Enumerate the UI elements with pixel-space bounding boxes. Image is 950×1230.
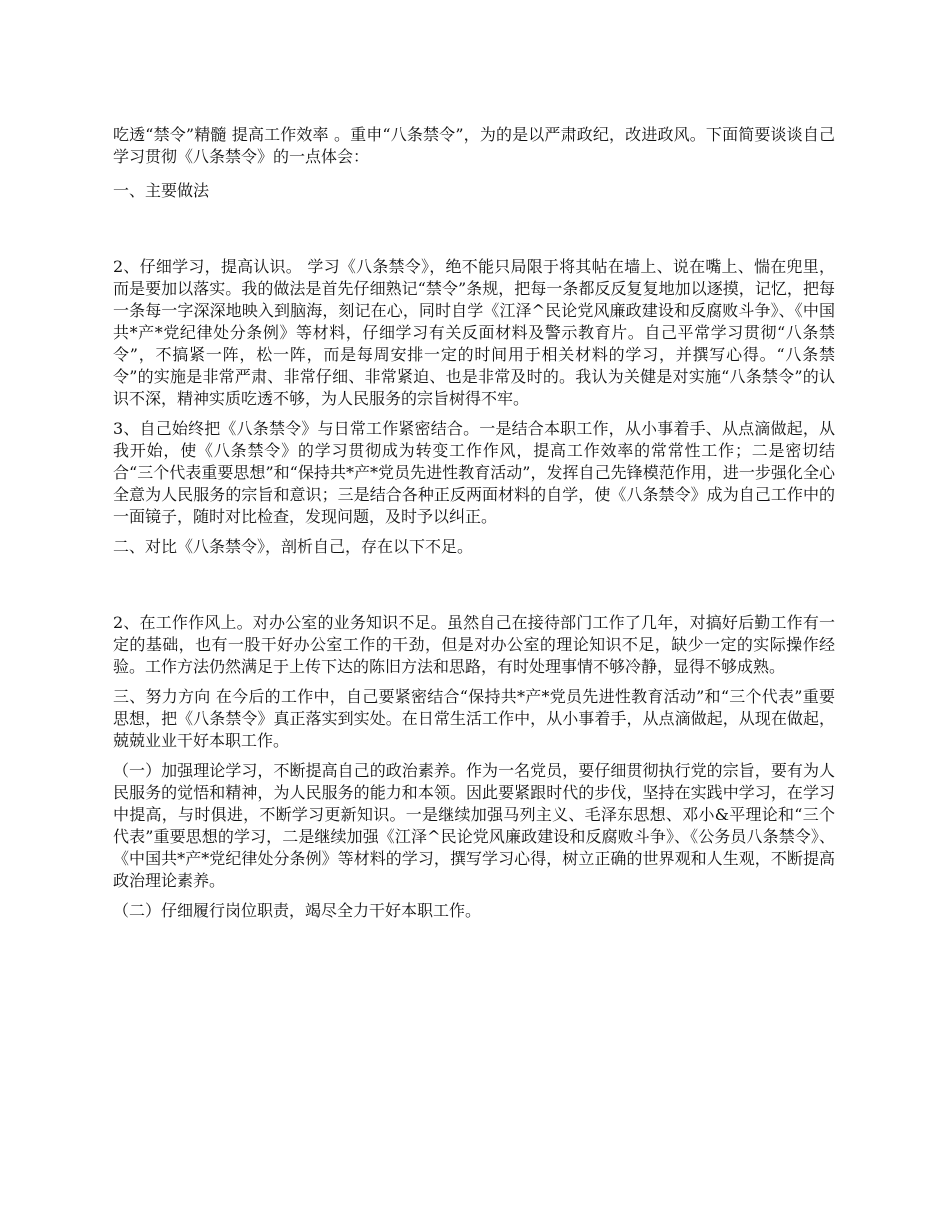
paragraph-study-carefully: 2、仔细学习，提高认识。 学习《八条禁令》，绝不能只局限于将其帖在墙上、说在嘴上、惴在兜里，而是要加以落实。我的做法是首先仔细熟记“禁令”条规，把每一条都反反复复地加以逐摸，记忆，把每一条每一字深深地映入到脑海，刻记在心，同时自学《江泽^民论党风廉政建设和反腐败斗争》、《中国共*产*党纪律处分条例》等材料，仔细学习有关反面材料及警示教育片。自己平常学习贯彻“八条禁令”，不搞紧一阵，松一阵，而是每周安排一定的时间用于相关材料的学习，并撰写心得。“八条禁令”的实施是非常严肃、非常仔细、非常紧迫、也是非常及时的。我认为关健是对实施“八条禁令”的认识不深，精神实质吃透不够，为人民服务的宗旨树得不牢。 <box>113 257 835 408</box>
document-body <box>113 124 835 922</box>
paragraph-duties: （二）仔细履行岗位职责，竭尽全力干好本职工作。 <box>113 901 482 920</box>
paragraph-combine-with-work: 3、自己始终把《八条禁令》与日常工作紧密结合。一是结合本职工作，从小事着手、从点滴做起，从我开始，使《八条禁令》的学习贯彻成为转变工作作风，提高工作效率的常常性工作；二是密切结合“三个代表重要思想”和“保持共*产*党员先进性教育活动”，发挥自己先锋模范作用，进一步强化全心全意为人民服务的宗旨和意识；三是结合各种正反两面材料的自学，使《八条禁令》成为自己工作中的一面镜子，随时对比检查，发现问题，及时予以纠正。 <box>113 419 835 526</box>
intro-paragraph: 吃透“禁令”精髓 提高工作效率 。重申“八条禁令”，为的是以严肃政纪，改进政风。下面简要谈谈自己学习贯彻《八条禁令》的一点体会： <box>113 125 835 166</box>
section-heading-direction: 三、努力方向 在今后的工作中，自己要紧密结合“保持共*产*党员先进性教育活动”和“三个代表”重要思想，把《八条禁令》真正落实到实处。在日常生活工作中，从小事着手，从点滴做起，从现在做起，兢兢业业干好本职工作。 <box>113 687 835 750</box>
paragraph-work-style: 2、在工作作风上。对办公室的业务知识不足。虽然自己在接待部门工作了几年，对搞好后勤工作有一定的基础，也有一股干好办公室工作的干劲，但是对办公室的理论知识不足，缺少一定的实际操作经验。工作方法仍然满足于上传下达的陈旧方法和思路，有时处理事情不够冷静，显得不够成熟。 <box>113 613 835 676</box>
section-heading-shortcomings: 二、对比《八条禁令》，剖析自己，存在以下不足。 <box>113 537 474 556</box>
paragraph-theory-study: （一）加强理论学习，不断提高自己的政治素养。作为一名党员，要仔细贯彻执行党的宗旨，要有为人民服务的觉悟和精神，为人民服务的能力和本领。因此要紧跟时代的步伐，坚持在实践中学习，在学习中提高，与时俱进，不断学习更新知识。一是继续加强马列主义、毛泽东思想、邓小&平理论和“三个代表”重要思想的学习，二是继续加强《江泽^民论党风廉政建设和反腐败斗争》、《公务员八条禁令》、《中国共*产*党纪律处分条例》等材料的学习，撰写学习心得，树立正确的世界观和人生观，不断提高政治理论素养。 <box>113 761 835 890</box>
section-heading-main-practices: 一、主要做法 <box>113 181 210 200</box>
